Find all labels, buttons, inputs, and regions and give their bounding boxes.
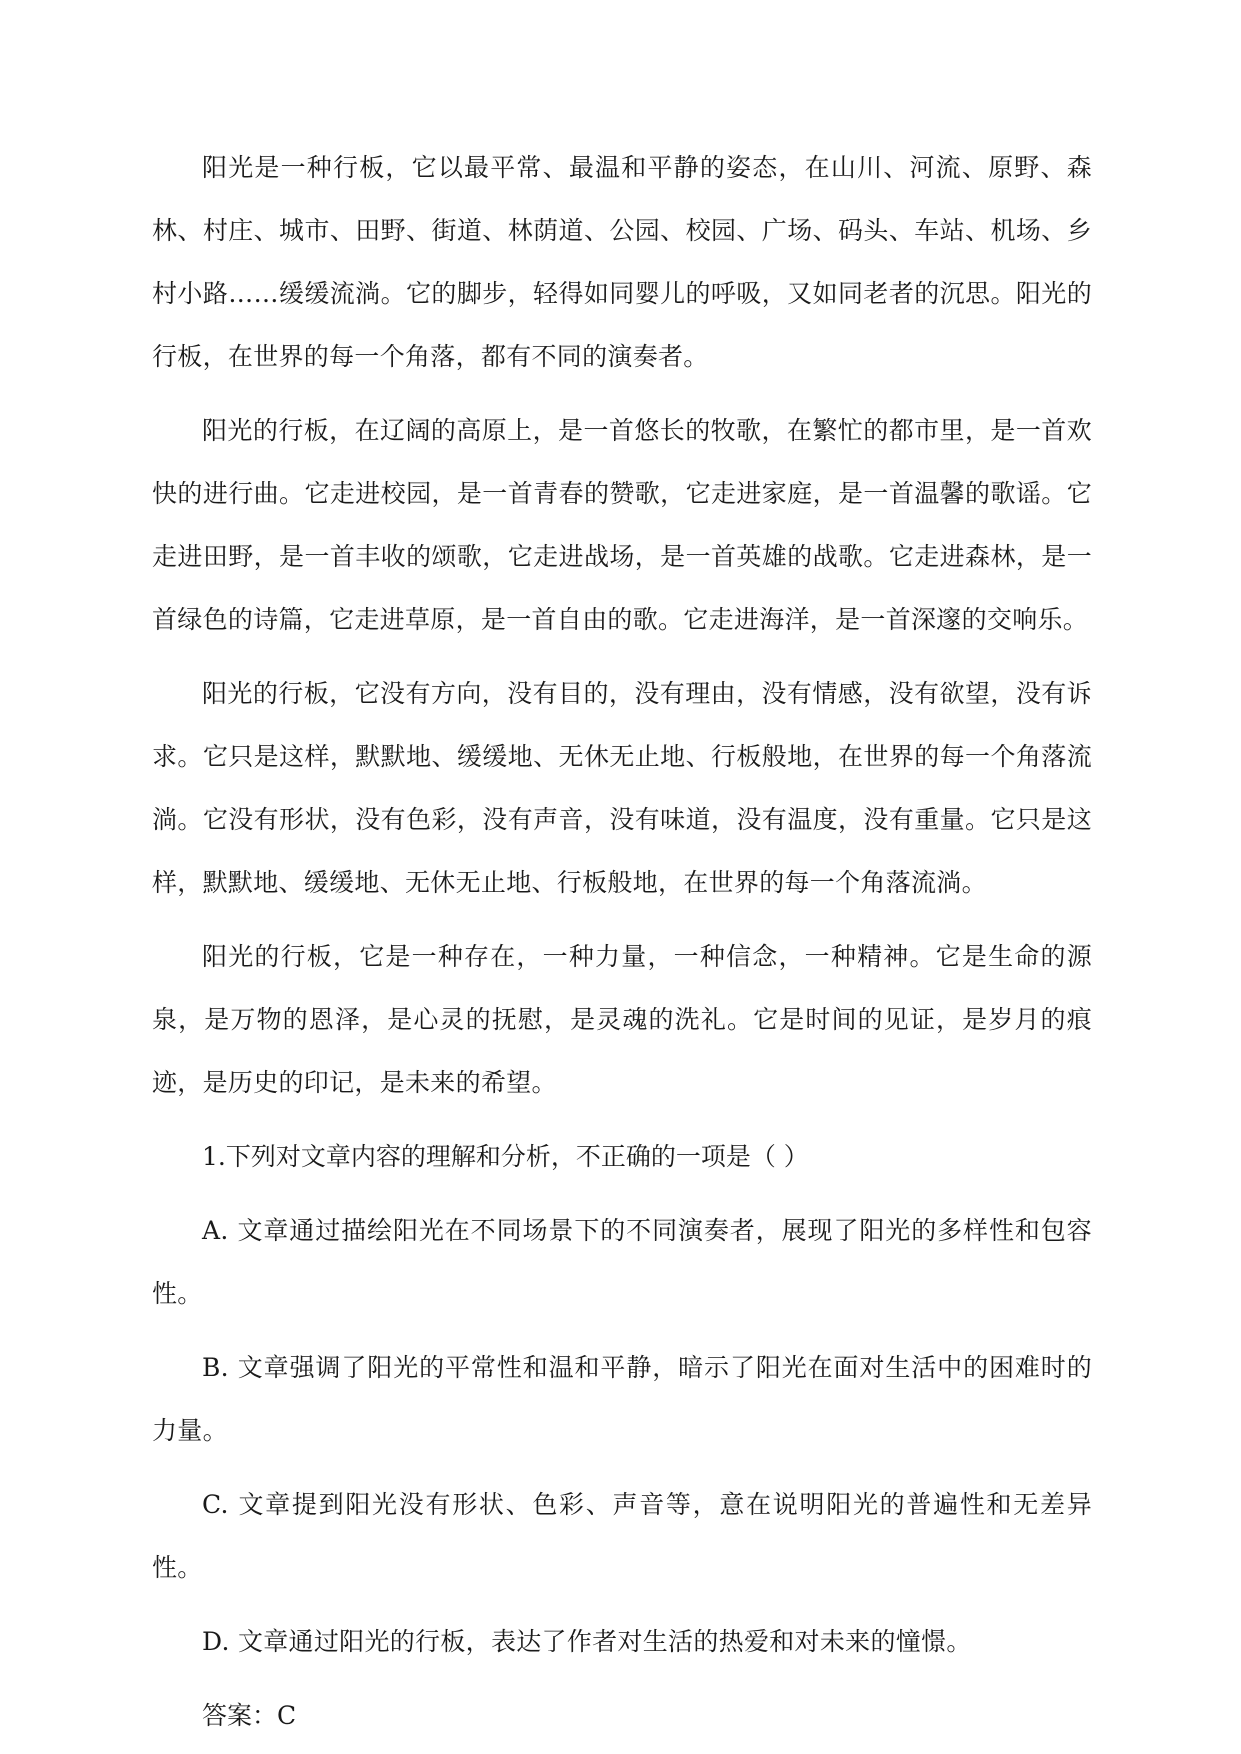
option-b: B. 文章强调了阳光的平常性和温和平静，暗示了阳光在面对生活中的困难时的力量。 <box>152 1353 1092 1445</box>
option-d: D. 文章通过阳光的行板，表达了作者对生活的热爱和对未来的憧憬。 <box>202 1627 972 1656</box>
option-a: A. 文章通过描绘阳光在不同场景下的不同演奏者，展现了阳光的多样性和包容性。 <box>152 1216 1092 1308</box>
answer-line: 答案：C <box>202 1701 297 1730</box>
document-content <box>152 136 1092 1747</box>
passage-paragraph-3: 阳光的行板，它没有方向，没有目的，没有理由，没有情感，没有欲望，没有诉求。它只是这样，默默地、缓缓地、无休无止地、行板般地，在世界的每一个角落流淌。它没有形状，没有色彩，没有声音，没有味道，没有温度，没有重量。它只是这样，默默地、缓缓地、无休无止地、行板般地，在世界的每一个角落流淌。 <box>152 679 1092 897</box>
passage-paragraph-2: 阳光的行板，在辽阔的高原上，是一首悠长的牧歌，在繁忙的都市里，是一首欢快的进行曲。它走进校园，是一首青春的赞歌，它走进家庭，是一首温馨的歌谣。它走进田野，是一首丰收的颂歌，它走进战场，是一首英雄的战歌。它走进森林，是一首绿色的诗篇，它走进草原，是一首自由的歌。它走进海洋，是一首深邃的交响乐。 <box>152 416 1092 634</box>
passage-paragraph-1: 阳光是一种行板，它以最平常、最温和平静的姿态，在山川、河流、原野、森林、村庄、城市、田野、街道、林荫道、公园、校园、广场、码头、车站、机场、乡村小路……缓缓流淌。它的脚步，轻得如同婴儿的呼吸，又如同老者的沉思。阳光的行板，在世界的每一个角落，都有不同的演奏者。 <box>152 153 1092 371</box>
question-stem: 1.下列对文章内容的理解和分析，不正确的一项是（ ） <box>202 1142 809 1171</box>
option-c: C. 文章提到阳光没有形状、色彩、声音等，意在说明阳光的普遍性和无差异性。 <box>152 1490 1092 1582</box>
passage-paragraph-4: 阳光的行板，它是一种存在，一种力量，一种信念，一种精神。它是生命的源泉，是万物的恩泽，是心灵的抚慰，是灵魂的洗礼。它是时间的见证，是岁月的痕迹，是历史的印记，是未来的希望。 <box>152 942 1092 1097</box>
